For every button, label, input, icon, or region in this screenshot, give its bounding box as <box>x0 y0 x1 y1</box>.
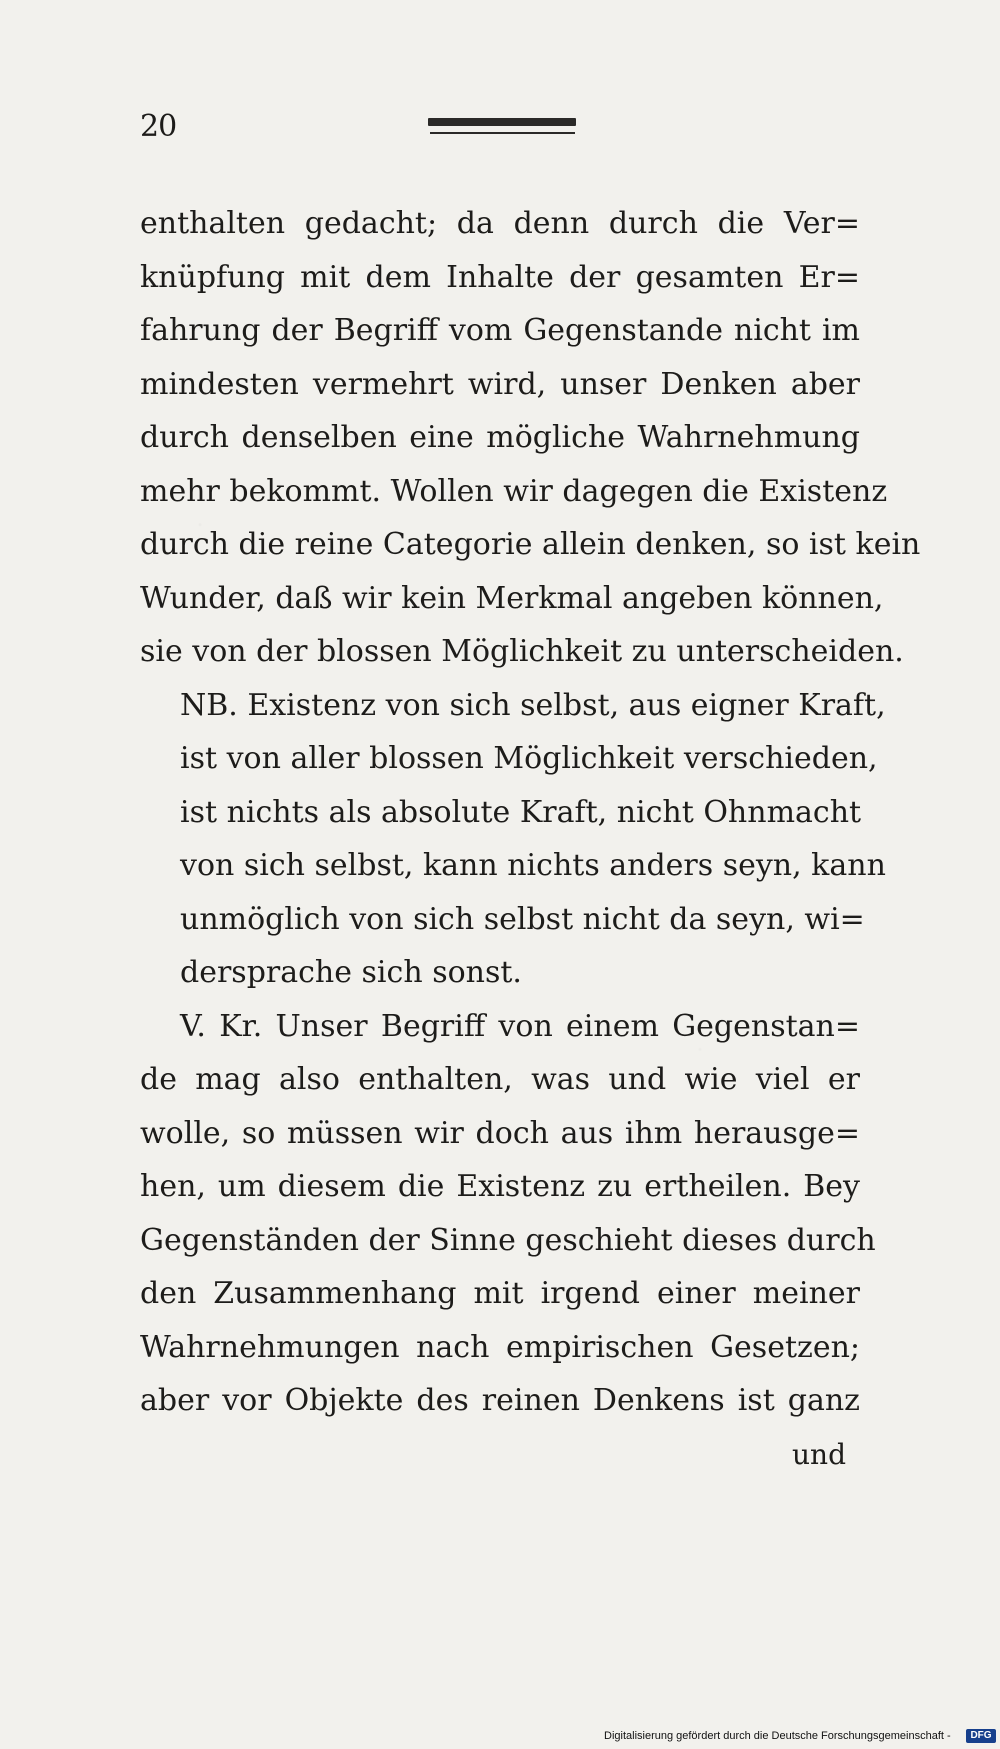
text-line: ist von aller blossen Möglichkeit verschieden, <box>180 741 878 776</box>
text-line: ist nichts als absolute Kraft, nicht Ohnmacht <box>180 794 862 830</box>
text-line: durch denselben eine mögliche Wahrnehmung <box>140 420 860 455</box>
text-line: mehr bekommt. Wollen wir dagegen die Existenz <box>140 473 888 509</box>
digitization-footer: Digitalisierung gefördert durch die Deutsche Forschungsgemeinschaft - <box>604 1730 951 1742</box>
text-line: fahrung der Begriff vom Gegenstande nicht im <box>140 313 860 348</box>
text-line: unmöglich von sich selbst nicht da seyn, wi= <box>180 901 865 937</box>
text-line: von sich selbst, kann nichts anders seyn, kann <box>180 848 886 883</box>
text-line: knüpfung mit dem Inhalte der gesamten Er= <box>140 259 860 295</box>
text-line: de mag also enthalten, was und wie viel er <box>140 1062 860 1097</box>
text-line: Wahrnehmungen nach empirischen Gesetzen; <box>140 1329 860 1365</box>
header-ornament <box>428 118 576 126</box>
text-line: NB. Existenz von sich selbst, aus eigner Kraft, <box>180 687 886 723</box>
dfg-logo: DFG <box>966 1729 996 1743</box>
text-line: durch die reine Categorie allein denken, so ist kein <box>140 527 921 562</box>
text-line: Wunder, daß wir kein Merkmal angeben können, <box>140 580 884 616</box>
text-line: V. Kr. Unser Begriff von einem Gegenstan= <box>180 1008 860 1044</box>
text-line: mindesten vermehrt wird, unser Denken aber <box>140 366 860 402</box>
text-line: dersprache sich sonst. <box>180 955 522 990</box>
text-line: den Zusammenhang mit irgend einer meiner <box>140 1276 860 1311</box>
text-line: aber vor Objekte des reinen Denkens ist ganz <box>140 1383 860 1418</box>
header-rule <box>430 132 575 134</box>
catchword: und <box>792 1438 846 1471</box>
text-line: hen, um diesem die Existenz zu ertheilen. Bey <box>140 1169 860 1204</box>
text-line: wolle, so müssen wir doch aus ihm herausge= <box>140 1115 860 1151</box>
text-line: enthalten gedacht; da denn durch die Ver= <box>140 206 860 241</box>
text-line: sie von der blossen Möglichkeit zu unterscheiden. <box>140 634 904 669</box>
page-text <box>140 197 921 1428</box>
page-number: 20 <box>140 109 177 144</box>
text-line: Gegenständen der Sinne geschieht dieses durch <box>140 1222 876 1258</box>
